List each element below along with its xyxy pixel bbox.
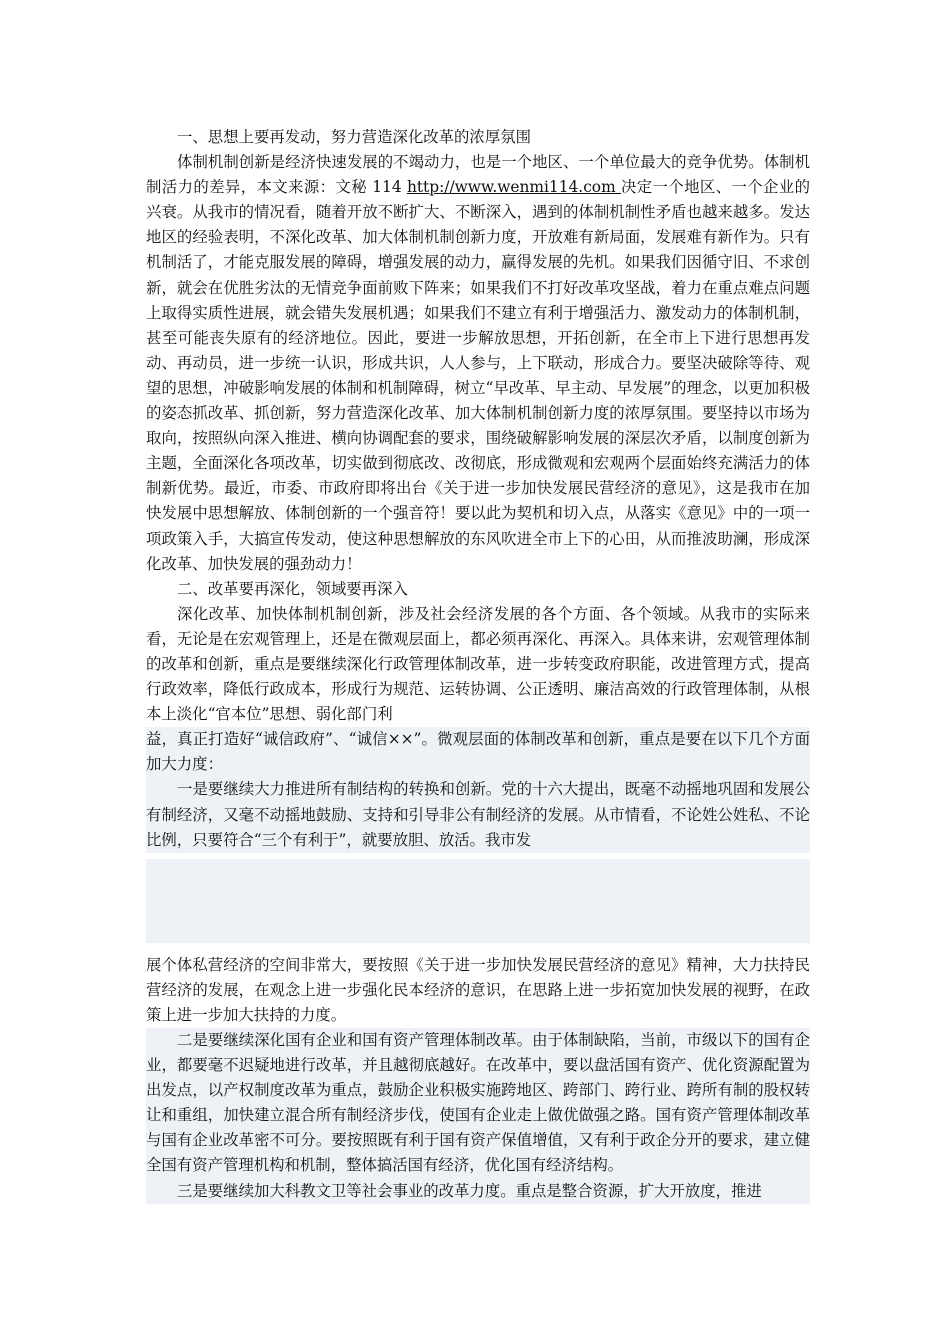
source-link[interactable]: http://www.wenmi114.com	[406, 178, 621, 197]
paragraph-1-text-b: 决定一个地区、一个企业的兴衰。从我市的情况看，随着开放不断扩大、不断深入，遇到的体制机制性矛盾也越来越多。发达地区的经验表明，不深化改革、加大体制机制创新力度，开放难有新局面，发展难有新作为。只有机制活了，才能克服发展的障碍，增强发展的动力，赢得发展的先机。如果我们因循守旧、不求创新，就会在优胜劣汰的无情竞争面前败下阵来；如果我们不打好改革攻坚战，着力在重点难点问题上取得实质性进展，就会错失发展机遇；如果我们不建立有利于增强活力、激发动力的体制机制，甚至可能丧失原有的经济地位。因此，要进一步解放思想，开拓创新，在全市上下进行思想再发动、再动员，进一步统一认识，形成共识，人人参与，上下联动，形成合力。要坚决破除等待、观望的思想，冲破影响发展的体制和机制障碍，树立“早改革、早主动、早发展”的理念，以更加积极的姿态抓改革、抓创新，努力营造深化改革、加大体制机制创新力度的浓厚氛围。要坚持以市场为取向，按照纵向深入推进、横向协调配套的要求，围绕破解影响发展的深层次矛盾，以制度创新为主题，全面深化各项改革，切实做到彻底改、改彻底，形成微观和宏观两个层面始终充满活力的体制新优势。最近，市委、市政府即将出台《关于进一步加快发展民营经济的意见》，这是我市在加快发展中思想解放、体制创新的一个强音符！要以此为契机和切入点，从落实《意见》中的一项一项政策入手，大搞宣传发动，使这种思想解放的东风吹进全市上下的心田，从而推波助澜，形成深化改革、加快发展的强劲动力！	[146, 178, 810, 573]
paragraph-3: 一是要继续大力推进所有制结构的转换和创新。党的十六大提出，既毫不动摇地巩固和发展公有制经济，又毫不动摇地鼓励、支持和引导非公有制经济的发展。从市情看，不论姓公姓私、不论比例，只要符合“三个有利于”，就要放胆、放活。我市发	[146, 777, 810, 852]
highlight-gap	[146, 859, 810, 943]
document-body	[146, 125, 810, 1204]
section-heading-2: 二、改革要再深化，领域要再深入	[177, 579, 408, 598]
paragraph-1-text-a: 体制机制创新是经济快速发展的不竭动力，也是一个地区、一个单位最大的竞争优势。体制机制活力的差异，本文来源：文秘 114	[146, 153, 810, 197]
paragraph-1	[146, 150, 810, 577]
paragraph-3-continued: 展个体私营经济的空间非常大，要按照《关于进一步加快发展民营经济的意见》精神，大力扶持民营经济的发展，在观念上进一步强化民本经济的意识，在思路上进一步拓宽加快发展的视野，在政策上进一步加大扶持的力度。	[146, 955, 810, 1024]
paragraph-4: 二是要继续深化国有企业和国有资产管理体制改革。由于体制缺陷，当前，市级以下的国有企业，都要毫不迟疑地进行改革，并且越彻底越好。在改革中，要以盘活国有资产、优化资源配置为出发点，以产权制度改革为重点，鼓励企业积极实施跨地区、跨部门、跨行业、跨所有制的股权转让和重组，加快建立混合所有制经济步伐，使国有企业走上做优做强之路。国有资产管理体制改革与国有企业改革密不可分。要按照既有利于国有资产保值增值，又有利于政企分开的要求，建立健全国有资产管理机构和机制，整体搞活国有经济，优化国有经济结构。	[146, 1028, 810, 1179]
section-heading-1: 一、思想上要再发动，努力营造深化改革的浓厚氛围	[177, 128, 531, 146]
paragraph-5: 三是要继续加大科教文卫等社会事业的改革力度。重点是整合资源，扩大开放度，推进	[146, 1179, 810, 1204]
paragraph-2-continued: 益，真正打造好“诚信政府”、“诚信××”。微观层面的体制改革和创新，重点是要在以下几个方面加大力度：	[146, 727, 810, 777]
paragraph-2: 深化改革、加快体制机制创新，涉及社会经济发展的各个方面、各个领域。从我市的实际来看，无论是在宏观管理上，还是在微观层面上，都必须再深化、再深入。具体来讲，宏观管理体制的改革和创新，重点是要继续深化行政管理体制改革，进一步转变政府职能，改进管理方式，提高行政效率，降低行政成本，形成行为规范、运转协调、公正透明、廉洁高效的行政管理体制，从根本上淡化“官本位”思想、弱化部门利	[146, 604, 810, 724]
